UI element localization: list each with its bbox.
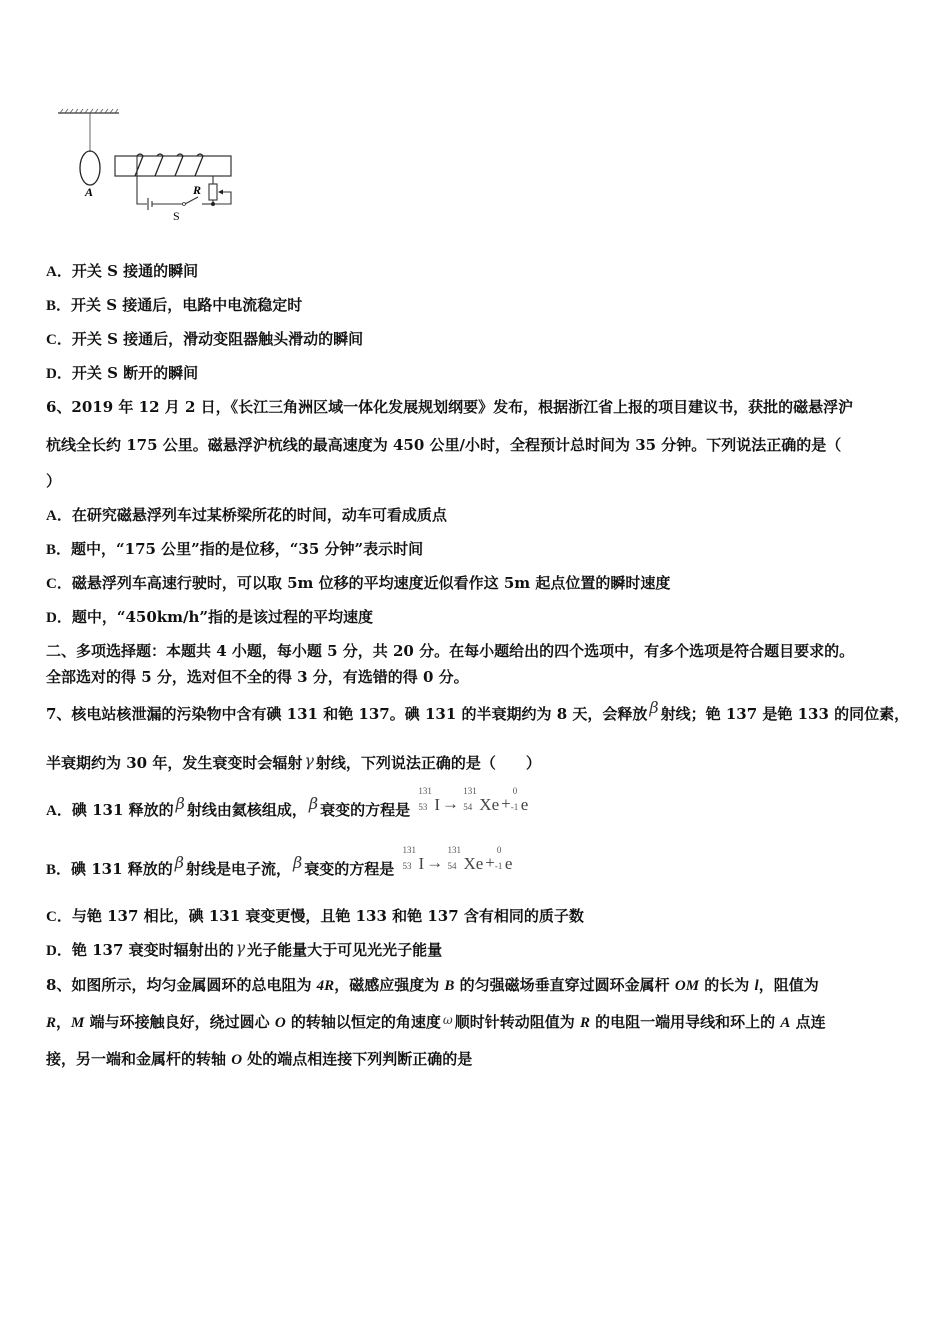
text: 衰变的方程是: [320, 801, 411, 819]
option-letter: B．: [46, 542, 72, 558]
text: 8、如图所示，均匀金属圆环的总电阻为: [46, 976, 317, 994]
nuclide-particle: [510, 786, 529, 815]
option-letter: C．: [46, 332, 72, 348]
text: 的电阻一端用导线和环上的: [589, 1013, 781, 1031]
text: ，: [56, 1013, 72, 1031]
option-letter: A．: [46, 508, 72, 524]
charge-number: 54: [447, 861, 457, 872]
resistor-label: R: [193, 183, 202, 197]
text: 的转轴以恒定的角速度: [285, 1013, 441, 1031]
option-letter: D．: [46, 943, 72, 959]
variable: l: [754, 978, 759, 994]
variable: 4R: [316, 978, 335, 994]
text: 射线是电子流，: [186, 860, 292, 878]
q7-option-c: [46, 906, 584, 927]
option-text: 开关 S 接通后，滑动变阻器触头滑动的瞬间: [71, 330, 364, 348]
text: 射线，下列说法正确的是（ ）: [315, 754, 541, 772]
text: 的长为: [699, 976, 755, 994]
text: 碘 131 释放的: [71, 801, 174, 819]
variable: A: [780, 1015, 791, 1031]
element-symbol: e: [504, 854, 513, 874]
option-text: 开关 S 接通后，电路中电流稳定时: [71, 296, 303, 314]
q6-stem-line1: 6、2019 年 12 月 2 日，《长江三角洲区域一体化发展规划纲要》发布，根据浙江省上报的项目建议书，获批的磁悬浮沪: [46, 398, 854, 416]
q8-stem-line1: [46, 975, 819, 996]
option-text: 题中，“175 公里”指的是位移，“35 分钟”表示时间: [71, 540, 424, 558]
text: 的匀强磁场垂直穿过圆环金属杆: [454, 976, 675, 994]
option-letter: D．: [46, 366, 72, 382]
mass-number: 131: [402, 845, 417, 856]
element-symbol: I: [434, 795, 441, 815]
section2-instructions-line2: 全部选对的得 5 分，选对但不全的得 3 分，有选错的得 0 分。: [46, 668, 469, 686]
text: 接，另一端和金属杆的转轴: [46, 1050, 232, 1068]
option-letter: A．: [46, 264, 72, 280]
q6-option-b: [46, 539, 423, 560]
mass-number: 131: [463, 786, 477, 797]
nuclide-parent: [402, 845, 425, 874]
text: 半衰期约为 30 年，发生衰变时会辐射: [46, 754, 303, 772]
q5-option-b: [46, 295, 302, 316]
text: 碘 131 释放的: [71, 860, 173, 878]
section2-instructions-line1: 二、多项选择题：本题共 4 小题，每小题 5 分，共 20 分。在每小题给出的四个选项中，有多个选项是符合题目要求的。: [46, 642, 855, 660]
text: 铯 137 衰变时辐射出的: [71, 941, 234, 959]
element-symbol: Xe: [479, 795, 500, 815]
variable: OM: [674, 978, 700, 994]
q6-stem-line3: ）: [46, 472, 62, 490]
arrow-icon: →: [426, 853, 444, 872]
beta-symbol: β: [308, 794, 319, 813]
q6-option-a: [46, 505, 447, 526]
solenoid-circuit-figure: [55, 100, 245, 225]
plus-sign: +: [501, 794, 511, 813]
option-text: 题中，“450km/h”指的是该过程的平均速度: [71, 608, 374, 626]
mass-number: 0: [496, 845, 502, 856]
mass-number: 131: [447, 845, 461, 856]
charge-number: 53: [418, 802, 428, 813]
gamma-symbol: γ: [235, 938, 246, 957]
nuclide-parent: [418, 786, 441, 815]
q5-option-a: [46, 261, 198, 282]
option-text: 开关 S 接通的瞬间: [71, 262, 199, 280]
q7-option-a: [46, 786, 530, 821]
option-letter: C．: [46, 576, 72, 592]
q7-stem-line2: [46, 753, 541, 773]
charge-number: 54: [463, 802, 473, 813]
text: ，磁感应强度为: [334, 976, 445, 994]
beta-symbol: β: [649, 698, 659, 717]
ring-label: A: [85, 185, 94, 199]
element-symbol: Xe: [463, 854, 484, 874]
beta-symbol: β: [174, 853, 185, 872]
text: 衰变的方程是: [304, 860, 395, 878]
q8-stem-line2: [46, 1012, 826, 1033]
variable: B: [444, 978, 455, 994]
q8-stem-line3: [46, 1049, 472, 1070]
option-letter: A．: [46, 803, 72, 819]
variable: R: [579, 1015, 590, 1031]
charge-number: -1: [510, 802, 519, 813]
beta-symbol: β: [293, 853, 303, 872]
q6-stem-line2: 杭线全长约 175 公里。磁悬浮沪杭线的最高速度为 450 公里/小时，全程预计总时间为 35 分钟。下列说法正确的是（: [46, 436, 842, 454]
q5-option-d: [46, 363, 198, 384]
mass-number: 131: [418, 786, 432, 797]
gamma-symbol: γ: [304, 751, 314, 770]
variable: O: [274, 1015, 286, 1031]
option-text: 与铯 137 相比，碘 131 衰变更慢，且铯 133 和铯 137 含有相同的质子数: [71, 907, 584, 925]
charge-number: 53: [402, 861, 412, 872]
element-symbol: I: [418, 854, 425, 874]
q6-option-d: [46, 607, 373, 628]
plus-sign: +: [485, 853, 495, 872]
text: ，阻值为: [758, 976, 819, 994]
variable: R: [46, 1015, 57, 1031]
option-text: 磁悬浮列车高速行驶时，可以取 5m 位移的平均速度近似看作这 5m 起点位置的瞬时速度: [71, 574, 671, 592]
text: 端与环接触良好，绕过圆心: [84, 1013, 275, 1031]
charge-number: -1: [494, 861, 503, 872]
variable: M: [71, 1015, 85, 1031]
decay-equation: [402, 845, 515, 874]
decay-equation: [418, 786, 530, 815]
omega-symbol: ω: [442, 1013, 453, 1027]
nuclide-daughter: [447, 845, 484, 874]
option-letter: B．: [46, 862, 72, 878]
q6-option-c: [46, 573, 670, 594]
text: 光子能量大于可见光光子能量: [247, 941, 443, 959]
text: 7、核电站核泄漏的污染物中含有碘 131 和铯 137。碘 131 的半衰期约为 8 天，会释放: [46, 705, 648, 723]
q5-option-c: [46, 329, 363, 350]
text: 射线由氦核组成，: [186, 801, 307, 819]
text: 处的端点相连接下列判断正确的是: [242, 1050, 473, 1068]
option-letter: C．: [46, 909, 72, 925]
mass-number: 0: [512, 786, 518, 797]
option-letter: B．: [46, 298, 72, 314]
option-text: 在研究磁悬浮列车过某桥梁所花的时间，动车可看成质点: [71, 506, 447, 524]
q7-option-b: [46, 845, 514, 880]
variable: O: [231, 1052, 243, 1068]
q7-option-d: [46, 940, 442, 961]
element-symbol: e: [520, 795, 529, 815]
option-text: 开关 S 断开的瞬间: [71, 364, 199, 382]
option-letter: D．: [46, 610, 72, 626]
beta-symbol: β: [175, 794, 185, 813]
switch-label: S: [173, 209, 180, 223]
nuclide-daughter: [463, 786, 500, 815]
text: 顺时针转动阻值为: [454, 1013, 580, 1031]
nuclide-particle: [494, 845, 513, 874]
text: 射线；铯 137 是铯 133 的同位素，: [660, 705, 910, 723]
arrow-icon: →: [442, 794, 460, 813]
text: 点连: [790, 1013, 826, 1031]
q7-stem-line1: [46, 698, 910, 724]
